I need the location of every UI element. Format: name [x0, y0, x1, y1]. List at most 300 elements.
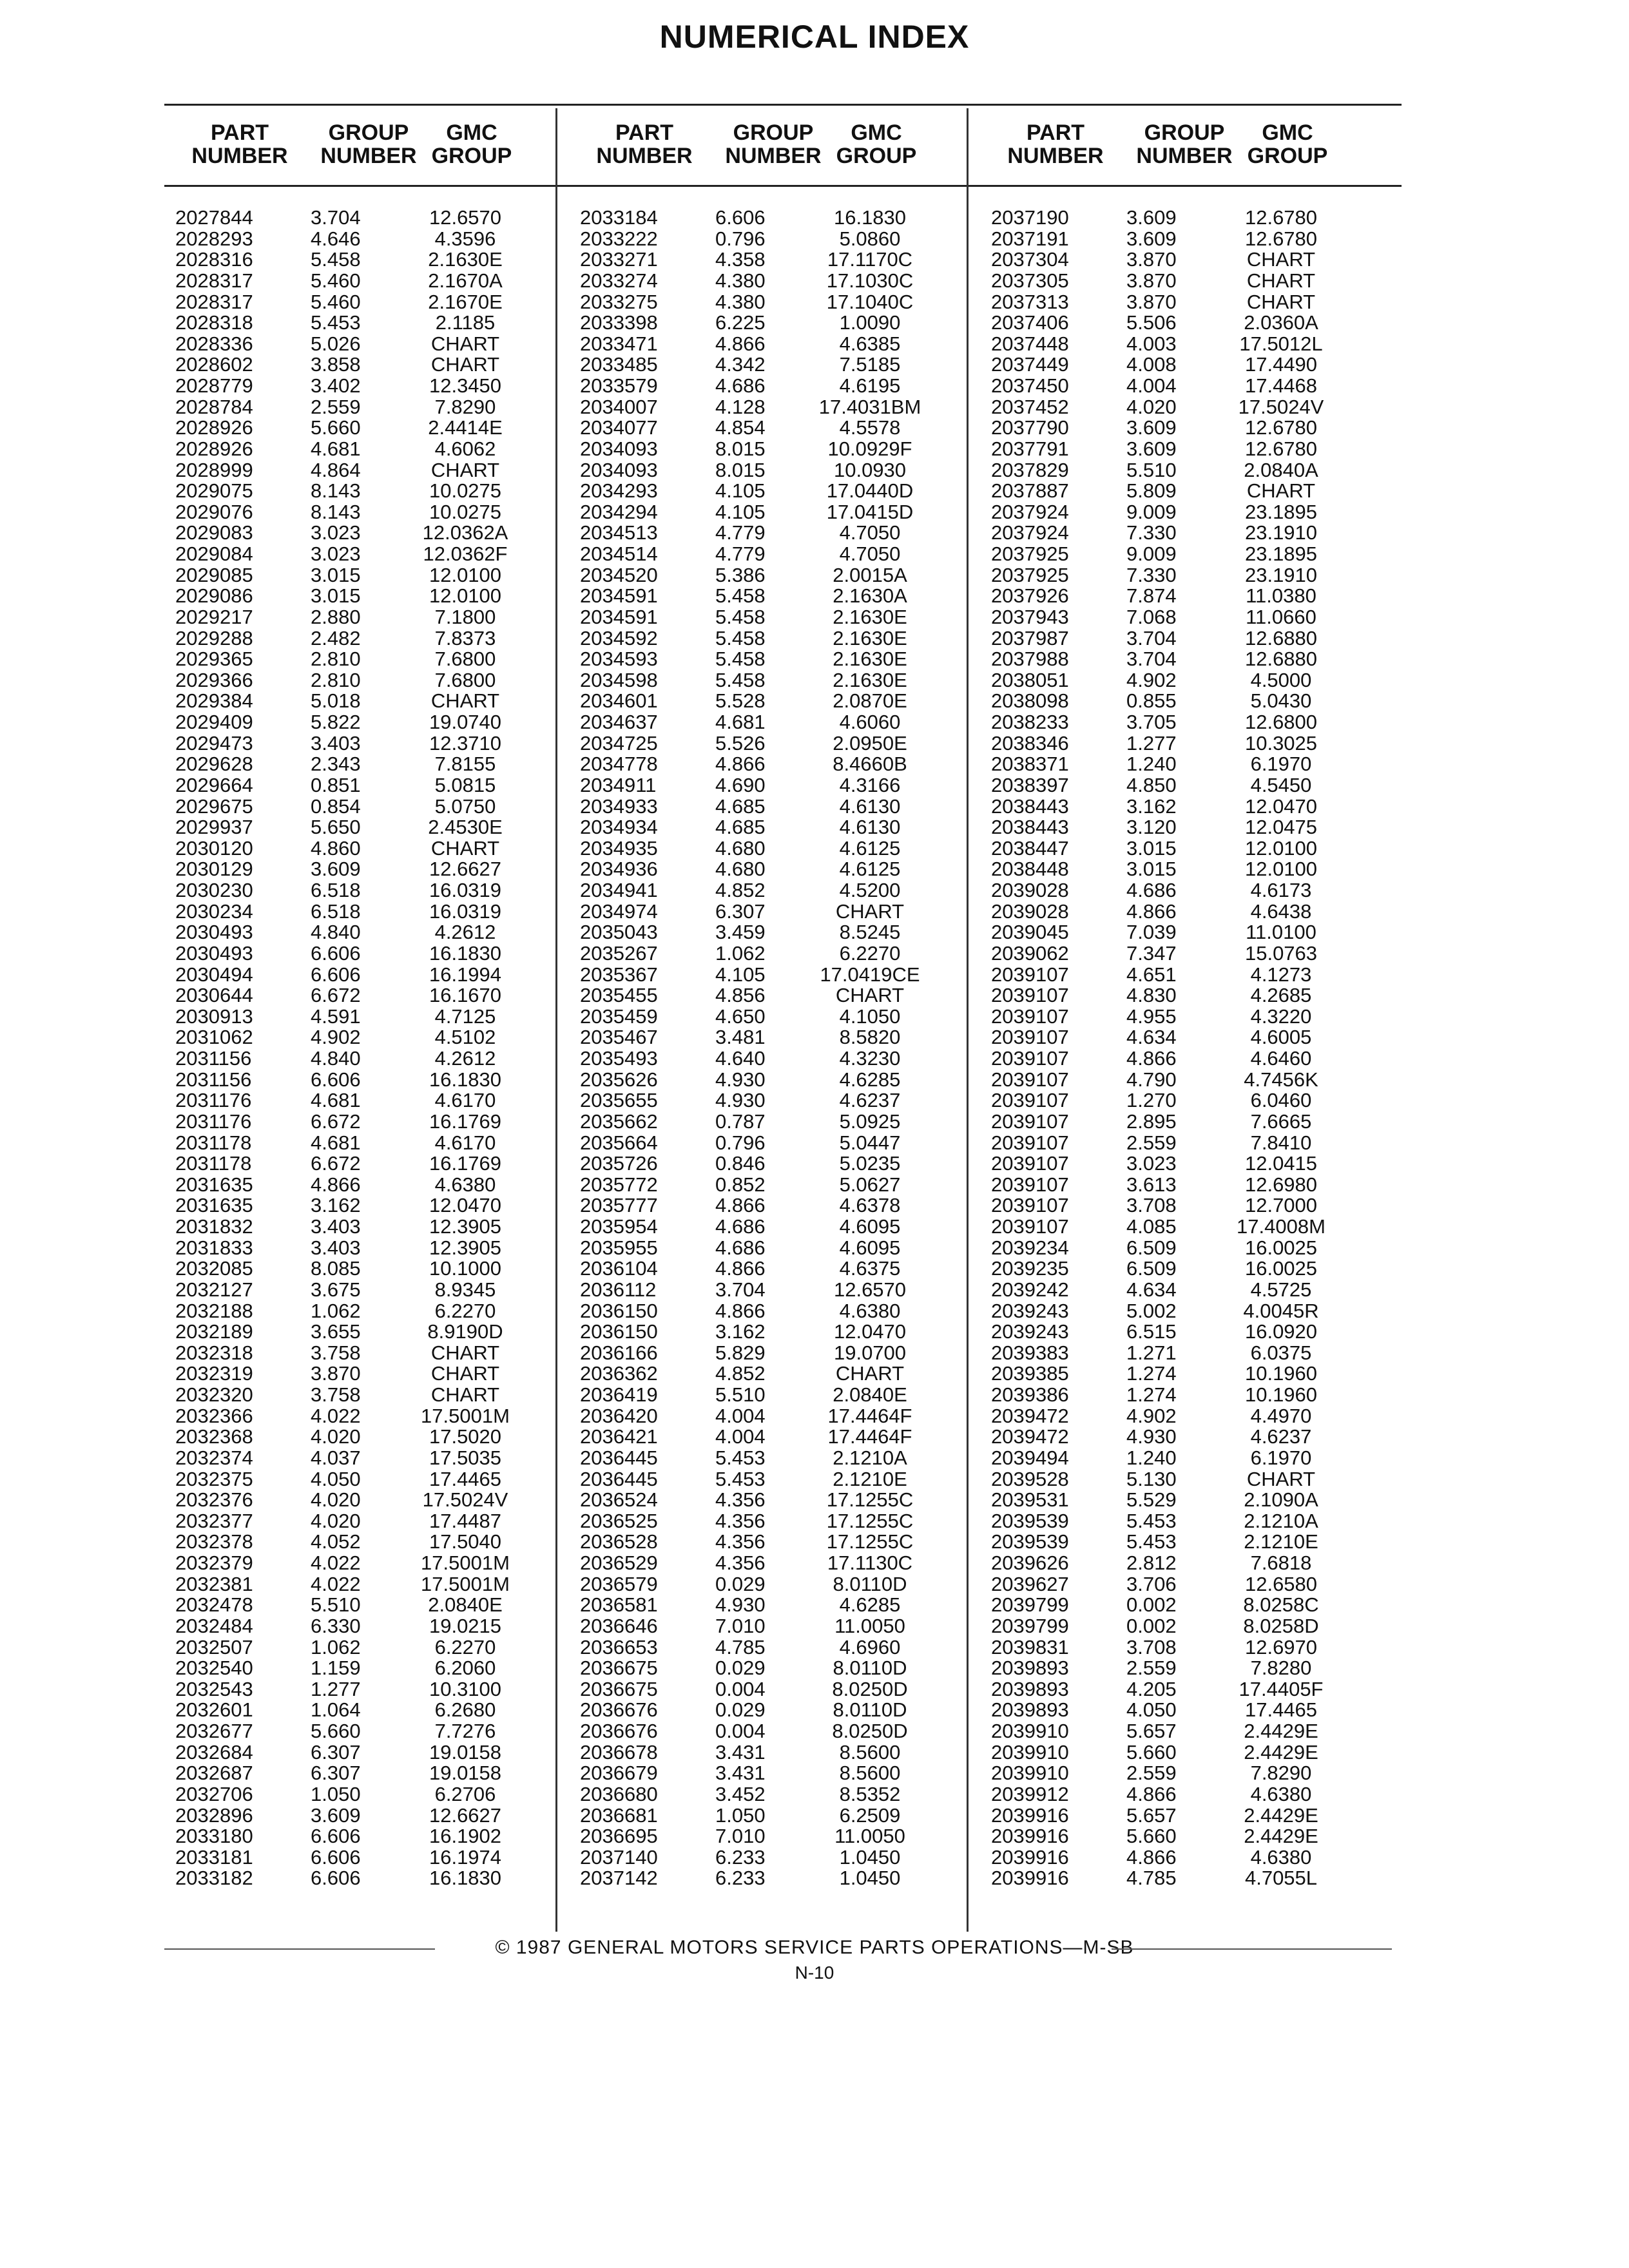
gmc-group: 12.3905 — [429, 1215, 502, 1238]
table-row — [580, 1616, 1005, 1637]
part-number: 2034513 — [580, 521, 658, 544]
group-number: 0.004 — [715, 1677, 766, 1700]
gmc-group: 17.1040C — [826, 290, 914, 313]
group-number: 3.162 — [311, 1194, 361, 1217]
group-number: 5.657 — [1126, 1803, 1177, 1827]
gmc-group: 8.0110D — [833, 1572, 907, 1595]
gmc-group: 6.2270 — [839, 941, 901, 965]
gmc-group: 16.1994 — [429, 963, 502, 986]
group-number: 2.559 — [311, 395, 361, 418]
gmc-group: 12.0100 — [429, 563, 502, 586]
table-row — [175, 586, 601, 607]
group-number: 4.866 — [311, 1173, 361, 1196]
table-row — [580, 1511, 1005, 1532]
group-number: 4.686 — [715, 1236, 766, 1259]
gmc-group: 4.7050 — [839, 521, 901, 544]
gmc-group: CHART — [1246, 290, 1316, 313]
gmc-group: 16.1830 — [429, 1068, 502, 1091]
table-row — [580, 775, 1005, 796]
group-number: 3.459 — [715, 921, 766, 944]
group-number: 4.022 — [311, 1552, 361, 1574]
group-number: 0.787 — [715, 1110, 766, 1133]
gmc-group: 10.1960 — [1244, 1383, 1318, 1406]
gmc-group: 17.4008M — [1237, 1215, 1325, 1238]
gmc-group: 16.1902 — [429, 1825, 502, 1848]
gmc-group: 6.1970 — [1250, 753, 1312, 776]
part-number: 2032376 — [175, 1488, 253, 1512]
gmc-group: 5.0860 — [839, 227, 901, 250]
group-number: 3.162 — [1126, 794, 1177, 818]
part-number: 2033398 — [580, 311, 658, 334]
table-row — [175, 1595, 601, 1616]
group-number: 5.453 — [1126, 1509, 1177, 1532]
group-number: 9.009 — [1126, 543, 1177, 565]
gmc-group: 23.1910 — [1244, 521, 1318, 544]
group-number: 4.004 — [715, 1404, 766, 1427]
table-row — [175, 1679, 601, 1700]
gmc-group: 5.0430 — [1250, 689, 1312, 713]
table-row — [580, 1784, 1005, 1805]
part-number: 2035467 — [580, 1026, 658, 1049]
table-row — [991, 354, 1416, 376]
table-row — [580, 1048, 1005, 1070]
group-number: 5.829 — [715, 1341, 766, 1364]
part-number: 2035772 — [580, 1173, 658, 1196]
part-number: 2031832 — [175, 1215, 253, 1238]
gmc-group: 4.5578 — [839, 416, 901, 439]
group-number: 7.330 — [1126, 521, 1177, 544]
table-row — [580, 670, 1005, 691]
part-number: 2029084 — [175, 543, 253, 565]
part-number: 2036676 — [580, 1720, 658, 1742]
part-number: 2029217 — [175, 605, 253, 628]
gmc-group: 17.0419CE — [820, 963, 920, 986]
group-number: 3.758 — [311, 1383, 361, 1406]
table-row — [175, 1532, 601, 1553]
part-number: 2036362 — [580, 1362, 658, 1385]
group-number: 7.010 — [715, 1614, 766, 1637]
part-number: 2036681 — [580, 1803, 658, 1827]
part-number: 2039831 — [991, 1635, 1069, 1658]
table-row — [175, 1637, 601, 1658]
part-number: 2036525 — [580, 1509, 658, 1532]
group-number: 4.866 — [715, 1299, 766, 1322]
group-number: 6.330 — [311, 1614, 361, 1637]
gmc-group: 4.6237 — [1250, 1425, 1312, 1448]
gmc-group: 23.1895 — [1244, 500, 1318, 523]
gmc-group: 7.8290 — [1250, 1762, 1312, 1785]
group-number: 4.866 — [715, 1257, 766, 1280]
table-row — [991, 229, 1416, 250]
gmc-group: 17.1130C — [827, 1552, 913, 1574]
table-row — [175, 229, 601, 250]
table-row — [175, 649, 601, 670]
table-row — [175, 1090, 601, 1111]
table-row — [580, 271, 1005, 292]
table-row — [580, 1006, 1005, 1028]
table-row — [991, 460, 1416, 481]
group-number: 3.609 — [1126, 206, 1177, 229]
group-number: 5.657 — [1126, 1720, 1177, 1742]
part-number: 2032540 — [175, 1657, 253, 1680]
table-row — [580, 292, 1005, 313]
group-number: 6.606 — [311, 963, 361, 986]
table-row — [580, 376, 1005, 397]
group-number: 4.052 — [311, 1530, 361, 1553]
table-row — [991, 1469, 1416, 1490]
gmc-group: 1.0450 — [839, 1867, 901, 1890]
group-number: 4.356 — [715, 1509, 766, 1532]
group-number: 4.646 — [311, 227, 361, 250]
header-row — [991, 121, 1391, 182]
table-row — [175, 670, 601, 691]
gmc-group: 16.0920 — [1244, 1320, 1318, 1343]
table-row — [991, 1343, 1416, 1364]
group-number: 1.277 — [1126, 731, 1177, 754]
gmc-group: 7.8280 — [1250, 1657, 1312, 1680]
group-number: 4.681 — [715, 711, 766, 733]
gmc-group: 16.1830 — [429, 941, 502, 965]
gmc-group: 17.5001M — [421, 1552, 510, 1574]
gmc-group: 12.6627 — [429, 1803, 502, 1827]
part-number: 2035267 — [580, 941, 658, 965]
group-number: 6.509 — [1126, 1257, 1177, 1280]
gmc-group: 2.4414E — [428, 416, 503, 439]
gmc-group: CHART — [430, 1362, 500, 1385]
gmc-group: 10.1000 — [429, 1257, 502, 1280]
gmc-group: 2.1630E — [833, 648, 907, 671]
group-number: 3.431 — [715, 1740, 766, 1763]
group-number: 0.796 — [715, 1131, 766, 1154]
header-rule — [164, 185, 1402, 187]
group-number: 0.846 — [715, 1152, 766, 1175]
group-number: 0.029 — [715, 1572, 766, 1595]
table-row — [175, 775, 601, 796]
part-number: 2031833 — [175, 1236, 253, 1259]
gmc-group: 2.4429E — [1244, 1825, 1318, 1848]
part-number: 2034778 — [580, 753, 658, 776]
table-row — [991, 292, 1416, 313]
part-number: 2028317 — [175, 290, 253, 313]
group-number: 6.606 — [311, 1867, 361, 1890]
part-number: 2030120 — [175, 836, 253, 860]
table-row — [991, 1153, 1416, 1175]
table-row — [580, 1258, 1005, 1280]
table-row — [580, 523, 1005, 544]
group-number: 3.704 — [1126, 648, 1177, 671]
part-number: 2032378 — [175, 1530, 253, 1553]
table-row — [991, 733, 1416, 754]
part-number: 2034941 — [580, 879, 658, 901]
gmc-group: 4.6130 — [839, 794, 901, 818]
table-row — [991, 1070, 1416, 1091]
part-number: 2038443 — [991, 794, 1069, 818]
header-gmc-group: GMC GROUP — [836, 120, 917, 168]
table-row — [175, 1258, 601, 1280]
table-row — [175, 523, 601, 544]
table-row — [991, 628, 1416, 649]
group-number: 5.458 — [715, 626, 766, 649]
part-number: 2032687 — [175, 1762, 253, 1785]
part-number: 2029409 — [175, 711, 253, 733]
table-row — [175, 354, 601, 376]
table-row — [175, 207, 601, 229]
part-number: 2028293 — [175, 227, 253, 250]
part-number: 2036166 — [580, 1341, 658, 1364]
part-number: 2039242 — [991, 1278, 1069, 1301]
group-number: 4.852 — [715, 879, 766, 901]
gmc-group: 8.5245 — [839, 921, 901, 944]
gmc-group: 17.4487 — [429, 1509, 502, 1532]
group-number: 8.143 — [311, 479, 361, 503]
page-number: N-10 — [795, 1963, 834, 1983]
gmc-group: 4.3596 — [434, 227, 496, 250]
table-row — [991, 607, 1416, 628]
gmc-group: 2.0840E — [833, 1383, 907, 1406]
part-number: 2033471 — [580, 332, 658, 355]
part-number: 2031156 — [175, 1047, 252, 1070]
gmc-group: 16.0025 — [1244, 1257, 1318, 1280]
part-number: 2032127 — [175, 1278, 253, 1301]
table-row — [175, 1553, 601, 1574]
part-number: 2039912 — [991, 1782, 1069, 1805]
gmc-group: 8.0258D — [1243, 1614, 1319, 1637]
table-row — [991, 1868, 1416, 1889]
group-number: 6.518 — [311, 899, 361, 923]
table-row — [580, 1742, 1005, 1763]
part-number: 2032085 — [175, 1257, 253, 1280]
table-row — [991, 691, 1416, 712]
group-number: 3.870 — [311, 1362, 361, 1385]
gmc-group: 16.1830 — [833, 206, 907, 229]
group-number: 7.010 — [715, 1825, 766, 1848]
gmc-group: 17.1255C — [826, 1530, 914, 1553]
gmc-group: CHART — [835, 899, 905, 923]
gmc-group: 4.7125 — [434, 1004, 496, 1028]
gmc-group: 4.6375 — [839, 1257, 901, 1280]
group-number: 6.233 — [715, 1867, 766, 1890]
page-title: NUMERICAL INDEX — [659, 19, 970, 55]
group-number: 3.704 — [715, 1278, 766, 1301]
group-number: 4.634 — [1126, 1278, 1177, 1301]
gmc-group: CHART — [430, 332, 500, 355]
group-number: 0.002 — [1126, 1593, 1177, 1617]
table-row — [175, 1406, 601, 1427]
table-row — [580, 544, 1005, 565]
gmc-group: 2.1630E — [833, 668, 907, 691]
table-row — [991, 1195, 1416, 1216]
part-number: 2036445 — [580, 1467, 658, 1490]
part-number: 2032377 — [175, 1509, 253, 1532]
part-number: 2036679 — [580, 1762, 658, 1785]
group-number: 3.613 — [1126, 1173, 1177, 1196]
group-number: 4.022 — [311, 1572, 361, 1595]
table-row — [175, 481, 601, 502]
group-number: 3.452 — [715, 1782, 766, 1805]
table-row — [580, 649, 1005, 670]
group-number: 1.240 — [1126, 753, 1177, 776]
table-row — [175, 565, 601, 586]
table-row — [991, 1784, 1416, 1805]
part-number: 2037190 — [991, 206, 1069, 229]
index-column-1 — [175, 207, 601, 1889]
group-number: 7.347 — [1126, 941, 1177, 965]
group-number: 6.606 — [311, 1825, 361, 1848]
part-number: 2029365 — [175, 648, 253, 671]
table-row — [580, 1363, 1005, 1385]
part-number: 2039028 — [991, 899, 1069, 923]
gmc-group: 8.0250D — [832, 1720, 908, 1742]
gmc-group: 19.0158 — [429, 1762, 502, 1785]
gmc-group: 10.0275 — [429, 500, 502, 523]
gmc-group: 12.3905 — [429, 1236, 502, 1259]
table-row — [991, 1805, 1416, 1827]
group-number: 4.020 — [311, 1509, 361, 1532]
group-number: 2.880 — [311, 605, 361, 628]
gmc-group: 23.1895 — [1244, 543, 1318, 565]
group-number: 4.866 — [1126, 1782, 1177, 1805]
part-number: 2033222 — [580, 227, 658, 250]
part-number: 2031178 — [175, 1152, 252, 1175]
table-row — [175, 691, 601, 712]
gmc-group: 16.0025 — [1244, 1236, 1318, 1259]
table-row — [175, 1868, 601, 1889]
part-number: 2039494 — [991, 1446, 1069, 1469]
part-number: 2035626 — [580, 1068, 658, 1091]
group-number: 4.205 — [1126, 1677, 1177, 1700]
group-number: 5.510 — [1126, 458, 1177, 481]
table-row — [991, 1448, 1416, 1469]
group-number: 2.812 — [1126, 1552, 1177, 1574]
table-row — [580, 1216, 1005, 1238]
gmc-group: 2.1185 — [435, 311, 496, 334]
group-number: 6.515 — [1126, 1320, 1177, 1343]
table-row — [580, 880, 1005, 901]
group-number: 1.062 — [311, 1635, 361, 1658]
index-column-3 — [991, 207, 1416, 1889]
part-number: 2039626 — [991, 1552, 1069, 1574]
group-number: 3.706 — [1126, 1572, 1177, 1595]
part-number: 2039910 — [991, 1740, 1069, 1763]
table-row — [991, 439, 1416, 460]
part-number: 2033271 — [580, 248, 658, 271]
table-row — [580, 796, 1005, 818]
gmc-group: 6.1970 — [1250, 1446, 1312, 1469]
gmc-group: 17.5020 — [429, 1425, 502, 1448]
part-number: 2037449 — [991, 353, 1069, 376]
top-rule — [164, 104, 1402, 106]
group-number: 6.225 — [715, 311, 766, 334]
gmc-group: 2.0870E — [833, 689, 907, 713]
table-row — [580, 207, 1005, 229]
part-number: 2029664 — [175, 773, 253, 796]
table-row — [991, 1090, 1416, 1111]
table-row — [175, 418, 601, 439]
table-row — [991, 523, 1416, 544]
part-number: 2037791 — [991, 437, 1069, 460]
part-number: 2039234 — [991, 1236, 1069, 1259]
table-row — [991, 1258, 1416, 1280]
gmc-group: 6.2706 — [434, 1782, 496, 1805]
table-row — [175, 880, 601, 901]
table-row — [580, 1553, 1005, 1574]
table-row — [580, 712, 1005, 733]
table-row — [991, 859, 1416, 880]
table-row — [175, 838, 601, 860]
table-row — [175, 1721, 601, 1742]
group-number: 5.822 — [311, 711, 361, 733]
part-number: 2034637 — [580, 711, 658, 733]
group-number: 6.307 — [715, 899, 766, 923]
group-number: 4.650 — [715, 1004, 766, 1028]
part-number: 2037313 — [991, 290, 1069, 313]
part-number: 2033181 — [175, 1845, 253, 1869]
group-number: 4.866 — [1126, 1047, 1177, 1070]
table-row — [580, 1090, 1005, 1111]
part-number: 2036524 — [580, 1488, 658, 1512]
group-number: 5.529 — [1126, 1488, 1177, 1512]
part-number: 2029075 — [175, 479, 253, 503]
gmc-group: 7.6800 — [434, 668, 496, 691]
part-number: 2033275 — [580, 290, 658, 313]
group-number: 4.037 — [311, 1446, 361, 1469]
gmc-group: 12.0100 — [1244, 836, 1318, 860]
table-row — [175, 1321, 601, 1343]
part-number: 2034936 — [580, 858, 658, 881]
group-number: 5.453 — [715, 1446, 766, 1469]
group-number: 4.785 — [715, 1635, 766, 1658]
group-number: 4.840 — [311, 1047, 361, 1070]
part-number: 2037925 — [991, 543, 1069, 565]
part-number: 2036695 — [580, 1825, 658, 1848]
part-number: 2034514 — [580, 543, 658, 565]
gmc-group: 6.0375 — [1250, 1341, 1312, 1364]
group-number: 3.015 — [311, 584, 361, 608]
part-number: 2036675 — [580, 1657, 658, 1680]
group-number: 3.870 — [1126, 290, 1177, 313]
part-number: 2035493 — [580, 1047, 658, 1070]
gmc-group: 12.3710 — [429, 731, 502, 754]
table-row — [991, 712, 1416, 733]
gmc-group: 10.0275 — [429, 479, 502, 503]
part-number: 2036676 — [580, 1698, 658, 1722]
group-number: 8.143 — [311, 500, 361, 523]
gmc-group: 12.6570 — [833, 1278, 907, 1301]
part-number: 2032189 — [175, 1320, 253, 1343]
table-row — [580, 1721, 1005, 1742]
table-row — [991, 249, 1416, 271]
part-number: 2039627 — [991, 1572, 1069, 1595]
gmc-group: 17.0440D — [826, 479, 914, 503]
part-number: 2030234 — [175, 899, 253, 923]
group-number: 1.050 — [715, 1803, 766, 1827]
gmc-group: 8.0250D — [832, 1677, 908, 1700]
part-number: 2032684 — [175, 1740, 253, 1763]
group-number: 0.796 — [715, 227, 766, 250]
gmc-group: CHART — [430, 836, 500, 860]
part-number: 2033182 — [175, 1867, 253, 1890]
part-number: 2032319 — [175, 1362, 253, 1385]
part-number: 2039386 — [991, 1383, 1069, 1406]
part-number: 2036445 — [580, 1446, 658, 1469]
part-number: 2039893 — [991, 1677, 1069, 1700]
group-number: 2.559 — [1126, 1762, 1177, 1785]
group-number: 5.528 — [715, 689, 766, 713]
part-number: 2037943 — [991, 605, 1069, 628]
part-number: 2037887 — [991, 479, 1069, 503]
group-number: 4.050 — [311, 1467, 361, 1490]
table-row — [991, 1133, 1416, 1154]
